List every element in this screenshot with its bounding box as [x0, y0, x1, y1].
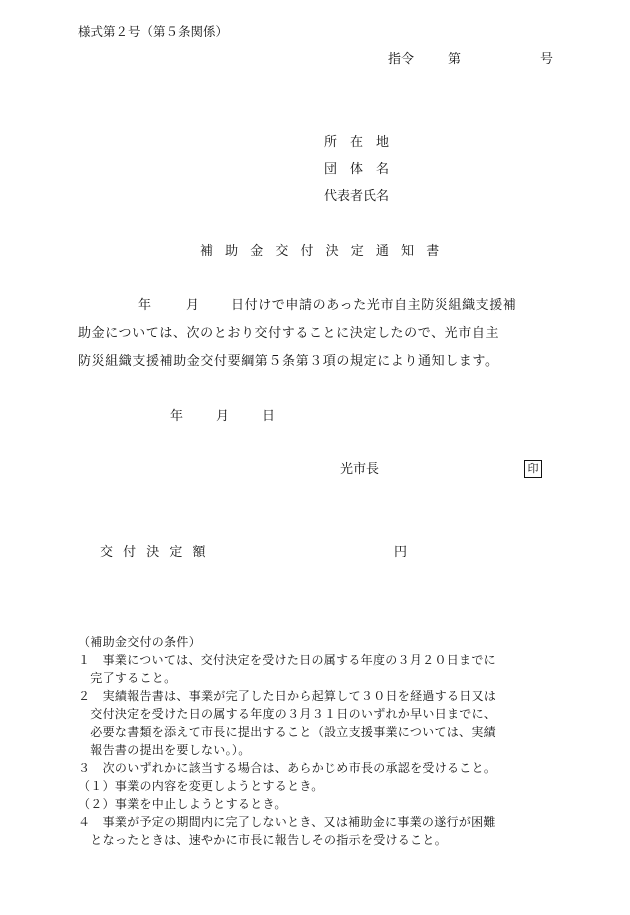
- condition-line: １ 事業については、交付決定を受けた日の属する年度の３月２０日までに: [78, 653, 496, 667]
- body-month: 月: [186, 298, 200, 313]
- issuer-name: 光市長: [340, 462, 380, 477]
- doc-number-suffix: 号: [540, 52, 554, 67]
- condition-line: ４ 事業が予定の期間内に完了しないとき、又は補助金に事業の遂行が困難: [78, 815, 496, 829]
- date-day: 日: [262, 409, 276, 424]
- condition-line: （１）事業の内容を変更しようとするとき。: [78, 779, 324, 793]
- address-label: 所 在 地: [324, 135, 390, 150]
- body-line-2: 助金については、次のとおり交付することに決定したので、光市自主: [78, 326, 500, 341]
- date-month: 月: [216, 409, 230, 424]
- doc-number-prefix: 指令: [388, 52, 415, 67]
- condition-line: （２）事業を中止しようとするとき。: [78, 797, 287, 811]
- seal-mark: 印: [524, 460, 542, 478]
- body-line-3: 防災組織支援補助金交付要綱第５条第３項の規定により通知します。: [78, 354, 499, 369]
- conditions-heading: （補助金交付の条件）: [78, 635, 202, 649]
- doc-number-mid: 第: [448, 52, 462, 67]
- condition-line: ３ 次のいずれかに該当する場合は、あらかじめ市長の承認を受けること。: [78, 761, 497, 775]
- condition-line: となったときは、速やかに市長に報告しその指示を受けること。: [78, 833, 448, 847]
- condition-line: ２ 実績報告書は、事業が完了した日から起算して３０日を経過する日又は: [78, 689, 497, 703]
- condition-line: 報告書の提出を要しない。）。: [78, 743, 251, 757]
- amount-label: 交 付 決 定 額: [100, 545, 209, 560]
- date-year: 年: [170, 409, 184, 424]
- form-label: 様式第２号（第５条関係）: [78, 24, 229, 39]
- condition-line: 完了すること。: [78, 671, 177, 685]
- organization-label: 団 体 名: [324, 162, 390, 177]
- document-title: 補 助 金 交 付 決 定 通 知 書: [200, 244, 444, 259]
- representative-label: 代表者氏名: [324, 189, 390, 204]
- condition-line: 交付決定を受けた日の属する年度の３月３１日のいずれか早い日までに、: [78, 707, 497, 721]
- amount-unit: 円: [394, 545, 408, 560]
- body-line-1: 日付けで申請のあった光市自主防災組織支援補: [231, 298, 517, 313]
- condition-line: 必要な書類を添えて市長に提出すること（設立支援事業については、実績: [78, 725, 496, 739]
- body-year: 年: [138, 298, 152, 313]
